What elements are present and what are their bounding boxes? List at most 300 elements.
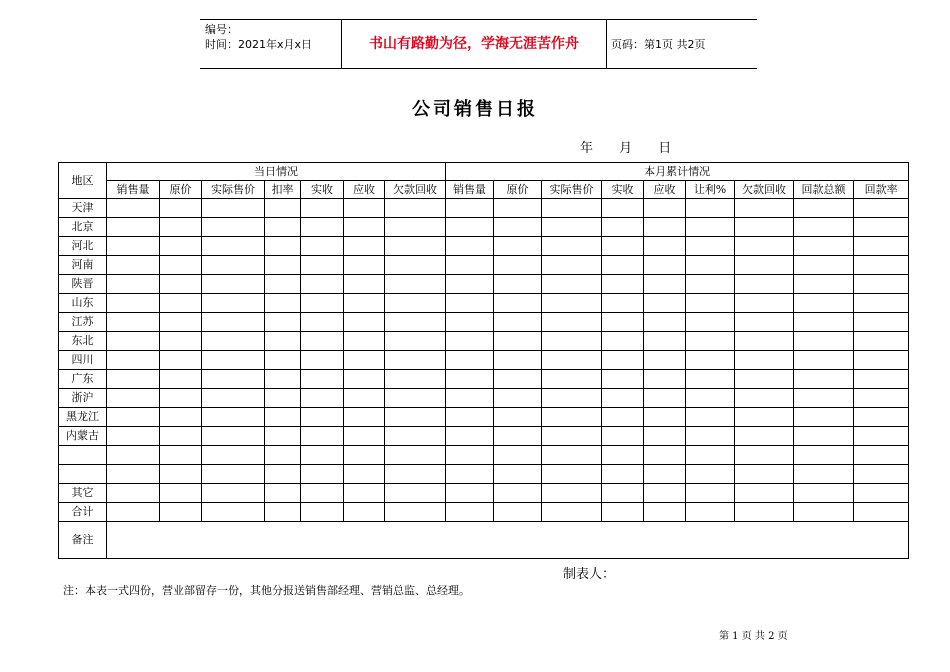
data-cell[interactable]: [160, 465, 202, 484]
data-cell[interactable]: [160, 427, 202, 446]
data-cell[interactable]: [602, 294, 644, 313]
data-cell[interactable]: [160, 484, 202, 503]
data-cell[interactable]: [446, 408, 494, 427]
data-cell[interactable]: [854, 427, 909, 446]
data-cell[interactable]: [602, 427, 644, 446]
data-cell[interactable]: [735, 332, 794, 351]
data-cell[interactable]: [301, 313, 344, 332]
data-cell[interactable]: [107, 294, 160, 313]
data-cell[interactable]: [446, 503, 494, 522]
data-cell[interactable]: [107, 275, 160, 294]
region-name-cell: 河南: [59, 256, 107, 275]
data-cell[interactable]: [854, 256, 909, 275]
data-cell[interactable]: [385, 332, 446, 351]
data-cell[interactable]: [686, 332, 735, 351]
data-cell[interactable]: [542, 370, 602, 389]
data-cell[interactable]: [494, 408, 542, 427]
data-cell[interactable]: [385, 427, 446, 446]
data-cell[interactable]: [265, 446, 301, 465]
data-cell[interactable]: [446, 351, 494, 370]
data-cell[interactable]: [265, 313, 301, 332]
data-cell[interactable]: [344, 218, 385, 237]
data-cell[interactable]: [446, 465, 494, 484]
data-cell[interactable]: [494, 332, 542, 351]
data-cell[interactable]: [446, 199, 494, 218]
data-cell[interactable]: [602, 256, 644, 275]
data-cell[interactable]: [602, 503, 644, 522]
data-cell[interactable]: [446, 218, 494, 237]
data-cell[interactable]: [686, 256, 735, 275]
header-page-label: 页码：第1页 共2页: [611, 38, 706, 51]
data-cell[interactable]: [854, 465, 909, 484]
data-cell[interactable]: [265, 408, 301, 427]
data-cell[interactable]: [385, 503, 446, 522]
table-row: [59, 256, 909, 275]
data-cell[interactable]: [301, 427, 344, 446]
monthly-column-header: 欠款回收: [735, 181, 794, 199]
data-cell[interactable]: [160, 275, 202, 294]
header-meta: [205, 22, 312, 52]
data-cell[interactable]: [602, 408, 644, 427]
data-cell[interactable]: [385, 199, 446, 218]
data-cell[interactable]: [542, 351, 602, 370]
data-cell[interactable]: [107, 256, 160, 275]
data-cell[interactable]: [854, 313, 909, 332]
data-cell[interactable]: [160, 294, 202, 313]
data-cell[interactable]: [854, 332, 909, 351]
data-cell[interactable]: [794, 256, 854, 275]
data-cell[interactable]: [494, 294, 542, 313]
region-name-cell: 浙沪: [59, 389, 107, 408]
data-cell[interactable]: [344, 351, 385, 370]
data-cell[interactable]: [794, 465, 854, 484]
data-cell[interactable]: [494, 370, 542, 389]
data-cell[interactable]: [446, 427, 494, 446]
data-cell[interactable]: [542, 294, 602, 313]
data-cell[interactable]: [644, 370, 686, 389]
monthly-group-header: 本月累计情况: [446, 163, 909, 181]
data-cell[interactable]: [107, 332, 160, 351]
data-cell[interactable]: [542, 408, 602, 427]
data-cell[interactable]: [686, 370, 735, 389]
data-cell[interactable]: [446, 237, 494, 256]
data-cell[interactable]: [794, 389, 854, 408]
data-cell[interactable]: [735, 199, 794, 218]
data-cell[interactable]: [794, 484, 854, 503]
data-cell[interactable]: [301, 275, 344, 294]
data-cell[interactable]: [344, 370, 385, 389]
data-cell[interactable]: [160, 408, 202, 427]
data-cell[interactable]: [160, 503, 202, 522]
data-cell[interactable]: [686, 218, 735, 237]
data-cell[interactable]: [644, 237, 686, 256]
data-cell[interactable]: [202, 370, 265, 389]
data-cell[interactable]: [107, 484, 160, 503]
data-cell[interactable]: [344, 465, 385, 484]
data-cell[interactable]: [301, 256, 344, 275]
data-cell[interactable]: [686, 484, 735, 503]
data-cell[interactable]: [202, 427, 265, 446]
data-cell[interactable]: [301, 370, 344, 389]
data-cell[interactable]: [344, 294, 385, 313]
data-cell[interactable]: [644, 503, 686, 522]
table-row: [59, 294, 909, 313]
data-cell[interactable]: [644, 199, 686, 218]
data-cell[interactable]: [854, 294, 909, 313]
report-title: 公司销售日报: [412, 99, 538, 120]
data-cell[interactable]: [494, 275, 542, 294]
data-cell[interactable]: [602, 484, 644, 503]
data-cell[interactable]: [265, 351, 301, 370]
data-cell[interactable]: [644, 351, 686, 370]
table-row: [59, 484, 909, 503]
data-cell[interactable]: [735, 446, 794, 465]
data-cell[interactable]: [344, 503, 385, 522]
data-cell[interactable]: [202, 484, 265, 503]
data-cell[interactable]: [644, 465, 686, 484]
data-cell[interactable]: [446, 389, 494, 408]
data-cell[interactable]: [265, 275, 301, 294]
data-cell[interactable]: [644, 218, 686, 237]
data-cell[interactable]: [686, 294, 735, 313]
data-cell[interactable]: [301, 351, 344, 370]
data-cell[interactable]: [494, 446, 542, 465]
data-cell[interactable]: [794, 351, 854, 370]
data-cell[interactable]: [542, 446, 602, 465]
data-cell[interactable]: [301, 237, 344, 256]
data-cell[interactable]: [686, 503, 735, 522]
data-cell[interactable]: [344, 275, 385, 294]
monthly-column-header: 原价: [494, 181, 542, 199]
data-cell[interactable]: [686, 408, 735, 427]
data-cell[interactable]: [160, 351, 202, 370]
data-cell[interactable]: [854, 237, 909, 256]
data-cell[interactable]: [542, 465, 602, 484]
data-cell[interactable]: [265, 256, 301, 275]
data-cell[interactable]: [344, 332, 385, 351]
data-cell[interactable]: [107, 218, 160, 237]
data-cell[interactable]: [854, 484, 909, 503]
data-cell[interactable]: [602, 218, 644, 237]
data-cell[interactable]: [735, 408, 794, 427]
data-cell[interactable]: [602, 237, 644, 256]
data-cell[interactable]: [107, 199, 160, 218]
data-cell[interactable]: [644, 408, 686, 427]
data-cell[interactable]: [542, 275, 602, 294]
data-cell[interactable]: [494, 313, 542, 332]
data-cell[interactable]: [794, 199, 854, 218]
data-cell[interactable]: [735, 351, 794, 370]
data-cell[interactable]: [686, 237, 735, 256]
data-cell[interactable]: [385, 484, 446, 503]
data-cell[interactable]: [602, 313, 644, 332]
data-cell[interactable]: [385, 446, 446, 465]
remark-content-cell[interactable]: [107, 522, 909, 559]
table-row: [59, 332, 909, 351]
data-cell[interactable]: [542, 256, 602, 275]
data-cell[interactable]: [202, 199, 265, 218]
data-cell[interactable]: [265, 237, 301, 256]
monthly-column-header: 销售量: [446, 181, 494, 199]
data-cell[interactable]: [494, 484, 542, 503]
data-cell[interactable]: [794, 332, 854, 351]
data-cell[interactable]: [602, 446, 644, 465]
data-cell[interactable]: [686, 389, 735, 408]
data-cell[interactable]: [202, 294, 265, 313]
data-cell[interactable]: [202, 332, 265, 351]
data-cell[interactable]: [265, 427, 301, 446]
data-cell[interactable]: [686, 351, 735, 370]
data-cell[interactable]: [602, 332, 644, 351]
data-cell[interactable]: [735, 294, 794, 313]
data-cell[interactable]: [686, 446, 735, 465]
data-cell[interactable]: [494, 503, 542, 522]
data-cell[interactable]: [202, 503, 265, 522]
data-cell[interactable]: [385, 237, 446, 256]
data-cell[interactable]: [494, 351, 542, 370]
table-row: [59, 199, 909, 218]
data-cell[interactable]: [854, 408, 909, 427]
data-cell[interactable]: [854, 370, 909, 389]
data-cell[interactable]: [735, 427, 794, 446]
data-cell[interactable]: [385, 275, 446, 294]
data-cell[interactable]: [202, 218, 265, 237]
data-cell[interactable]: [301, 389, 344, 408]
data-cell[interactable]: [854, 446, 909, 465]
data-cell[interactable]: [446, 446, 494, 465]
data-cell[interactable]: [385, 256, 446, 275]
data-cell[interactable]: [446, 256, 494, 275]
data-cell[interactable]: [854, 389, 909, 408]
region-header-cell: 地区: [59, 163, 107, 199]
data-cell[interactable]: [344, 408, 385, 427]
region-name-cell: 天津: [59, 199, 107, 218]
data-cell[interactable]: [202, 389, 265, 408]
data-cell[interactable]: [446, 484, 494, 503]
data-cell[interactable]: [494, 218, 542, 237]
data-cell[interactable]: [301, 503, 344, 522]
data-cell[interactable]: [385, 294, 446, 313]
document-header: [200, 19, 757, 69]
data-cell[interactable]: [344, 427, 385, 446]
data-cell[interactable]: [602, 465, 644, 484]
data-cell[interactable]: [446, 332, 494, 351]
data-cell[interactable]: [644, 389, 686, 408]
data-cell[interactable]: [854, 218, 909, 237]
data-cell[interactable]: [542, 427, 602, 446]
data-cell[interactable]: [794, 275, 854, 294]
data-cell[interactable]: [794, 370, 854, 389]
data-cell[interactable]: [344, 237, 385, 256]
data-cell[interactable]: [735, 218, 794, 237]
data-cell[interactable]: [494, 389, 542, 408]
data-cell[interactable]: [644, 446, 686, 465]
data-cell[interactable]: [735, 503, 794, 522]
data-cell[interactable]: [446, 313, 494, 332]
data-cell[interactable]: [107, 446, 160, 465]
data-cell[interactable]: [494, 465, 542, 484]
data-cell[interactable]: [160, 199, 202, 218]
data-cell[interactable]: [542, 389, 602, 408]
data-cell[interactable]: [686, 465, 735, 484]
data-cell[interactable]: [686, 199, 735, 218]
data-cell[interactable]: [265, 465, 301, 484]
data-cell[interactable]: [644, 484, 686, 503]
data-cell[interactable]: [301, 294, 344, 313]
data-cell[interactable]: [202, 237, 265, 256]
data-cell[interactable]: [494, 199, 542, 218]
data-cell[interactable]: [735, 389, 794, 408]
data-cell[interactable]: [265, 484, 301, 503]
data-cell[interactable]: [602, 351, 644, 370]
daily-column-header: 扣率: [265, 181, 301, 199]
data-cell[interactable]: [542, 237, 602, 256]
data-cell[interactable]: [735, 275, 794, 294]
data-cell[interactable]: [602, 199, 644, 218]
table-group-header-row: [59, 163, 909, 181]
data-cell[interactable]: [385, 389, 446, 408]
data-cell[interactable]: [107, 389, 160, 408]
data-cell[interactable]: [265, 503, 301, 522]
data-cell[interactable]: [494, 427, 542, 446]
data-cell[interactable]: [301, 465, 344, 484]
daily-column-header: 实收: [301, 181, 344, 199]
data-cell[interactable]: [160, 370, 202, 389]
data-cell[interactable]: [602, 389, 644, 408]
data-cell[interactable]: [686, 313, 735, 332]
data-cell[interactable]: [385, 465, 446, 484]
data-cell[interactable]: [735, 237, 794, 256]
region-name-cell: 内蒙古: [59, 427, 107, 446]
data-cell[interactable]: [385, 218, 446, 237]
data-cell[interactable]: [446, 370, 494, 389]
data-cell[interactable]: [160, 389, 202, 408]
data-cell[interactable]: [202, 408, 265, 427]
data-cell[interactable]: [644, 294, 686, 313]
data-cell[interactable]: [265, 218, 301, 237]
data-cell[interactable]: [854, 275, 909, 294]
data-cell[interactable]: [446, 294, 494, 313]
table-row: [59, 237, 909, 256]
data-cell[interactable]: [160, 446, 202, 465]
data-cell[interactable]: [385, 313, 446, 332]
data-cell[interactable]: [602, 370, 644, 389]
data-cell[interactable]: [160, 256, 202, 275]
data-cell[interactable]: [265, 389, 301, 408]
data-cell[interactable]: [602, 275, 644, 294]
data-cell[interactable]: [160, 332, 202, 351]
data-cell[interactable]: [265, 370, 301, 389]
data-cell[interactable]: [794, 408, 854, 427]
data-cell[interactable]: [644, 256, 686, 275]
data-cell[interactable]: [301, 218, 344, 237]
data-cell[interactable]: [686, 275, 735, 294]
data-cell[interactable]: [542, 503, 602, 522]
data-cell[interactable]: [542, 199, 602, 218]
data-cell[interactable]: [735, 465, 794, 484]
data-cell[interactable]: [735, 370, 794, 389]
region-name-cell: 陕晋: [59, 275, 107, 294]
data-cell[interactable]: [794, 446, 854, 465]
data-cell[interactable]: [160, 237, 202, 256]
table-row: [59, 389, 909, 408]
data-cell[interactable]: [854, 503, 909, 522]
data-cell[interactable]: [301, 199, 344, 218]
data-cell[interactable]: [542, 332, 602, 351]
data-cell[interactable]: [265, 332, 301, 351]
data-cell[interactable]: [344, 256, 385, 275]
data-cell[interactable]: [107, 503, 160, 522]
data-cell[interactable]: [385, 351, 446, 370]
data-cell[interactable]: [854, 351, 909, 370]
data-cell[interactable]: [542, 484, 602, 503]
data-cell[interactable]: [735, 256, 794, 275]
data-cell[interactable]: [301, 484, 344, 503]
report-footnote: 注：本表一式四份，营业部留存一份，其他分报送销售部经理、营销总监、总经理。: [63, 584, 470, 597]
data-cell[interactable]: [446, 275, 494, 294]
data-cell[interactable]: [265, 294, 301, 313]
table-row: [59, 351, 909, 370]
data-cell[interactable]: [160, 313, 202, 332]
data-cell[interactable]: [344, 199, 385, 218]
data-cell[interactable]: [494, 256, 542, 275]
data-cell[interactable]: [160, 218, 202, 237]
data-cell[interactable]: [644, 427, 686, 446]
data-cell[interactable]: [107, 465, 160, 484]
data-cell[interactable]: [202, 465, 265, 484]
data-cell[interactable]: [686, 427, 735, 446]
data-cell[interactable]: [735, 313, 794, 332]
data-cell[interactable]: [794, 218, 854, 237]
data-cell[interactable]: [107, 351, 160, 370]
data-cell[interactable]: [202, 256, 265, 275]
data-cell[interactable]: [644, 332, 686, 351]
data-cell[interactable]: [202, 446, 265, 465]
data-cell[interactable]: [542, 218, 602, 237]
data-cell[interactable]: [107, 237, 160, 256]
data-cell[interactable]: [301, 332, 344, 351]
data-cell[interactable]: [542, 313, 602, 332]
data-cell[interactable]: [202, 351, 265, 370]
data-cell[interactable]: [794, 294, 854, 313]
data-cell[interactable]: [107, 408, 160, 427]
data-cell[interactable]: [107, 313, 160, 332]
data-cell[interactable]: [265, 199, 301, 218]
data-cell[interactable]: [854, 199, 909, 218]
data-cell[interactable]: [385, 370, 446, 389]
data-cell[interactable]: [344, 389, 385, 408]
data-cell[interactable]: [735, 484, 794, 503]
data-cell[interactable]: [344, 484, 385, 503]
data-cell[interactable]: [344, 313, 385, 332]
data-cell[interactable]: [107, 427, 160, 446]
data-cell[interactable]: [344, 446, 385, 465]
data-cell[interactable]: [794, 237, 854, 256]
data-cell[interactable]: [494, 237, 542, 256]
data-cell[interactable]: [644, 313, 686, 332]
data-cell[interactable]: [301, 446, 344, 465]
data-cell[interactable]: [644, 275, 686, 294]
monthly-column-header: 回款率: [854, 181, 909, 199]
data-cell[interactable]: [794, 427, 854, 446]
data-cell[interactable]: [385, 408, 446, 427]
data-cell[interactable]: [202, 275, 265, 294]
data-cell[interactable]: [794, 503, 854, 522]
data-cell[interactable]: [107, 370, 160, 389]
data-cell[interactable]: [301, 408, 344, 427]
data-cell[interactable]: [202, 313, 265, 332]
data-cell[interactable]: [794, 313, 854, 332]
